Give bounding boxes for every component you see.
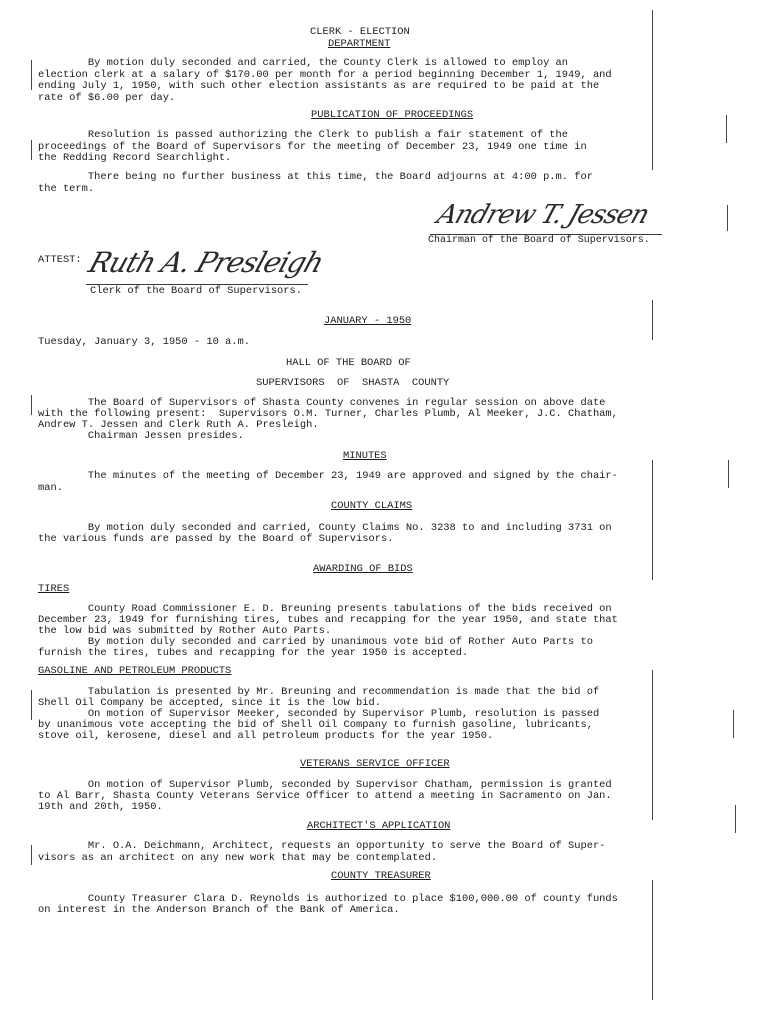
paragraph-line: rate of $6.00 per day. (38, 92, 176, 104)
margin-mark (728, 460, 729, 488)
subsection-heading: GASOLINE AND PETROLEUM PRODUCTS (38, 665, 232, 677)
paragraph-line: ending July 1, 1950, with such other election assistants as are required to be paid at the (38, 80, 600, 92)
margin-mark (31, 140, 32, 160)
section-heading: ARCHITECT'S APPLICATION (307, 820, 451, 832)
paragraph-line: with the following present: Supervisors O.M. Turner, Charles Plumb, Al Meeker, J.C. Chatham, (38, 408, 618, 420)
paragraph-line: By motion duly seconded and carried, County Claims No. 3238 to and including 3731 on (38, 522, 612, 534)
session-date: Tuesday, January 3, 1950 - 10 a.m. (38, 336, 251, 348)
margin-mark (727, 205, 728, 231)
paragraph-line: On motion of Supervisor Plumb, seconded by Supervisor Chatham, permission is granted (38, 779, 612, 791)
section-heading: MINUTES (343, 450, 387, 462)
paragraph-line: the various funds are passed by the Board of Supervisors. (38, 533, 394, 545)
paragraph-line: furnish the tires, tubes and recapping for the year 1950 is accepted. (38, 647, 469, 659)
margin-mark (31, 395, 32, 415)
section-heading: PUBLICATION OF PROCEEDINGS (311, 109, 474, 121)
section-heading: COUNTY CLAIMS (331, 500, 413, 512)
margin-mark (652, 880, 653, 1000)
section-heading: DEPARTMENT (328, 38, 391, 50)
section-heading: VETERANS SERVICE OFFICER (300, 758, 450, 770)
paragraph-line: On motion of Supervisor Meeker, seconded by Supervisor Plumb, resolution is passed (38, 708, 600, 720)
margin-mark (652, 10, 653, 170)
paragraph-line: By motion duly seconded and carried, the County Clerk is allowed to employ an (38, 57, 569, 69)
paragraph-line: by unanimous vote accepting the bid of Shell Oil Company to furnish gasoline, lubricants, (38, 719, 593, 731)
clerk-signature: Ruth A. Presleigh (84, 246, 328, 279)
paragraph-line: December 23, 1949 for furnishing tires, tubes and recapping for the year 1950, and state that (38, 614, 618, 626)
paragraph-line: Tabulation is presented by Mr. Breuning and recommendation is made that the bid of (38, 686, 600, 698)
paragraph-line: County Road Commissioner E. D. Breuning presents tabulations of the bids received on (38, 603, 612, 615)
section-heading: AWARDING OF BIDS (313, 563, 413, 575)
paragraph-line: County Treasurer Clara D. Reynolds is authorized to place $100,000.00 of county funds (38, 893, 618, 905)
signature-caption: Chairman of the Board of Supervisors. (428, 234, 650, 246)
paragraph-line: the Redding Record Searchlight. (38, 152, 232, 164)
month-heading: JANUARY - 1950 (324, 315, 412, 327)
margin-mark (31, 845, 32, 865)
subsection-heading: TIRES (38, 583, 70, 595)
signature-caption: Clerk of the Board of Supervisors. (90, 285, 303, 297)
paragraph-line: The Board of Supervisors of Shasta County convenes in regular session on above date (38, 397, 606, 409)
paragraph-line: Resolution is passed authorizing the Clerk to publish a fair statement of the (38, 129, 569, 141)
paragraph-line: stove oil, kerosene, diesel and all petroleum products for the year 1950. (38, 730, 494, 742)
paragraph-line: the term. (38, 183, 95, 195)
section-heading: SUPERVISORS OF SHASTA COUNTY (256, 377, 450, 389)
paragraph-line: 19th and 20th, 1950. (38, 801, 163, 813)
paragraph-line: Mr. O.A. Deichmann, Architect, requests an opportunity to serve the Board of Super- (38, 840, 606, 852)
paragraph-line: Shell Oil Company be accepted, since it is the low bid. (38, 697, 381, 709)
chairman-signature: Andrew T. Jessen (433, 200, 653, 230)
margin-mark (31, 60, 32, 90)
attest-label: ATTEST: (38, 254, 82, 266)
margin-mark (735, 805, 736, 833)
paragraph-line: There being no further business at this time, the Board adjourns at 4:00 p.m. for (38, 171, 593, 183)
paragraph-line: The minutes of the meeting of December 23, 1949 are approved and signed by the chair- (38, 470, 618, 482)
paragraph-line: election clerk at a salary of $170.00 per month for a period beginning December 1, 1949, and (38, 69, 612, 81)
paragraph-line: Andrew T. Jessen and Clerk Ruth A. Presleigh. (38, 419, 319, 431)
paragraph-line: proceedings of the Board of Supervisors for the meeting of December 23, 1949 one time in (38, 141, 587, 153)
margin-mark (652, 670, 653, 820)
margin-mark (652, 300, 653, 340)
margin-mark (726, 115, 727, 143)
section-heading: COUNTY TREASURER (331, 870, 431, 882)
margin-mark (31, 690, 32, 720)
paragraph-line: the low bid was submitted by Rother Auto Parts. (38, 625, 332, 637)
paragraph-line: By motion duly seconded and carried by unanimous vote bid of Rother Auto Parts to (38, 636, 593, 648)
section-heading: HALL OF THE BOARD OF (286, 357, 411, 369)
paragraph-line: visors as an architect on any new work that may be contemplated. (38, 852, 438, 864)
paragraph-line: Chairman Jessen presides. (38, 430, 244, 442)
paragraph-line: to Al Barr, Shasta County Veterans Service Officer to attend a meeting in Sacramento on Jan. (38, 790, 612, 802)
paragraph-line: man. (38, 482, 63, 494)
margin-mark (733, 710, 734, 738)
paragraph-line: on interest in the Anderson Branch of the Bank of America. (38, 904, 400, 916)
section-heading: CLERK - ELECTION (310, 26, 410, 38)
margin-mark (652, 460, 653, 580)
